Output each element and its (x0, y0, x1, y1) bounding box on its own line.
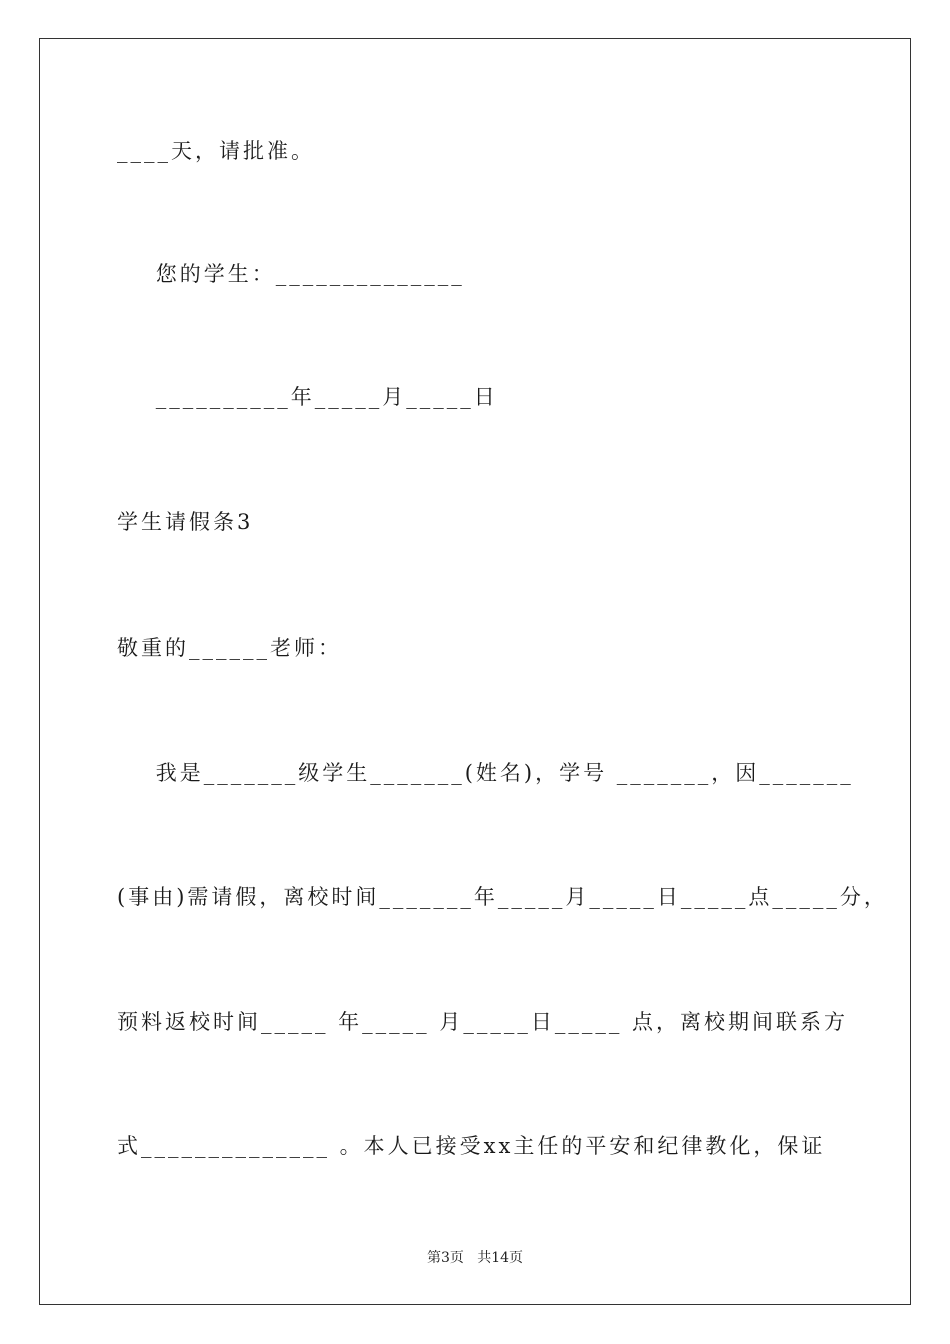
section-heading: 学生请假条3 (117, 510, 254, 534)
text-line-1: ____天，请批准。 (117, 139, 315, 163)
text-line-8: 预料返校时间_____ 年_____ 月_____日_____ 点，离校期间联系方 (117, 1010, 849, 1034)
text-line-6: 我是_______级学生_______(姓名)，学号 _______，因_______ (117, 761, 854, 785)
text-line-9: 式______________ 。本人已接受xx主任的平安和纪律教化，保证 (117, 1134, 826, 1158)
page-number-footer: 第3页 共14页 (426, 1250, 524, 1266)
page-border (39, 38, 911, 1305)
text-line-2: 您的学生：______________ (117, 262, 465, 286)
text-line-7: (事由)需请假，离校时间_______年_____月_____日_____点_____分， (117, 885, 888, 909)
salutation: 敬重的______老师： (117, 636, 342, 660)
text-line-3: __________年_____月_____日 (117, 385, 498, 409)
